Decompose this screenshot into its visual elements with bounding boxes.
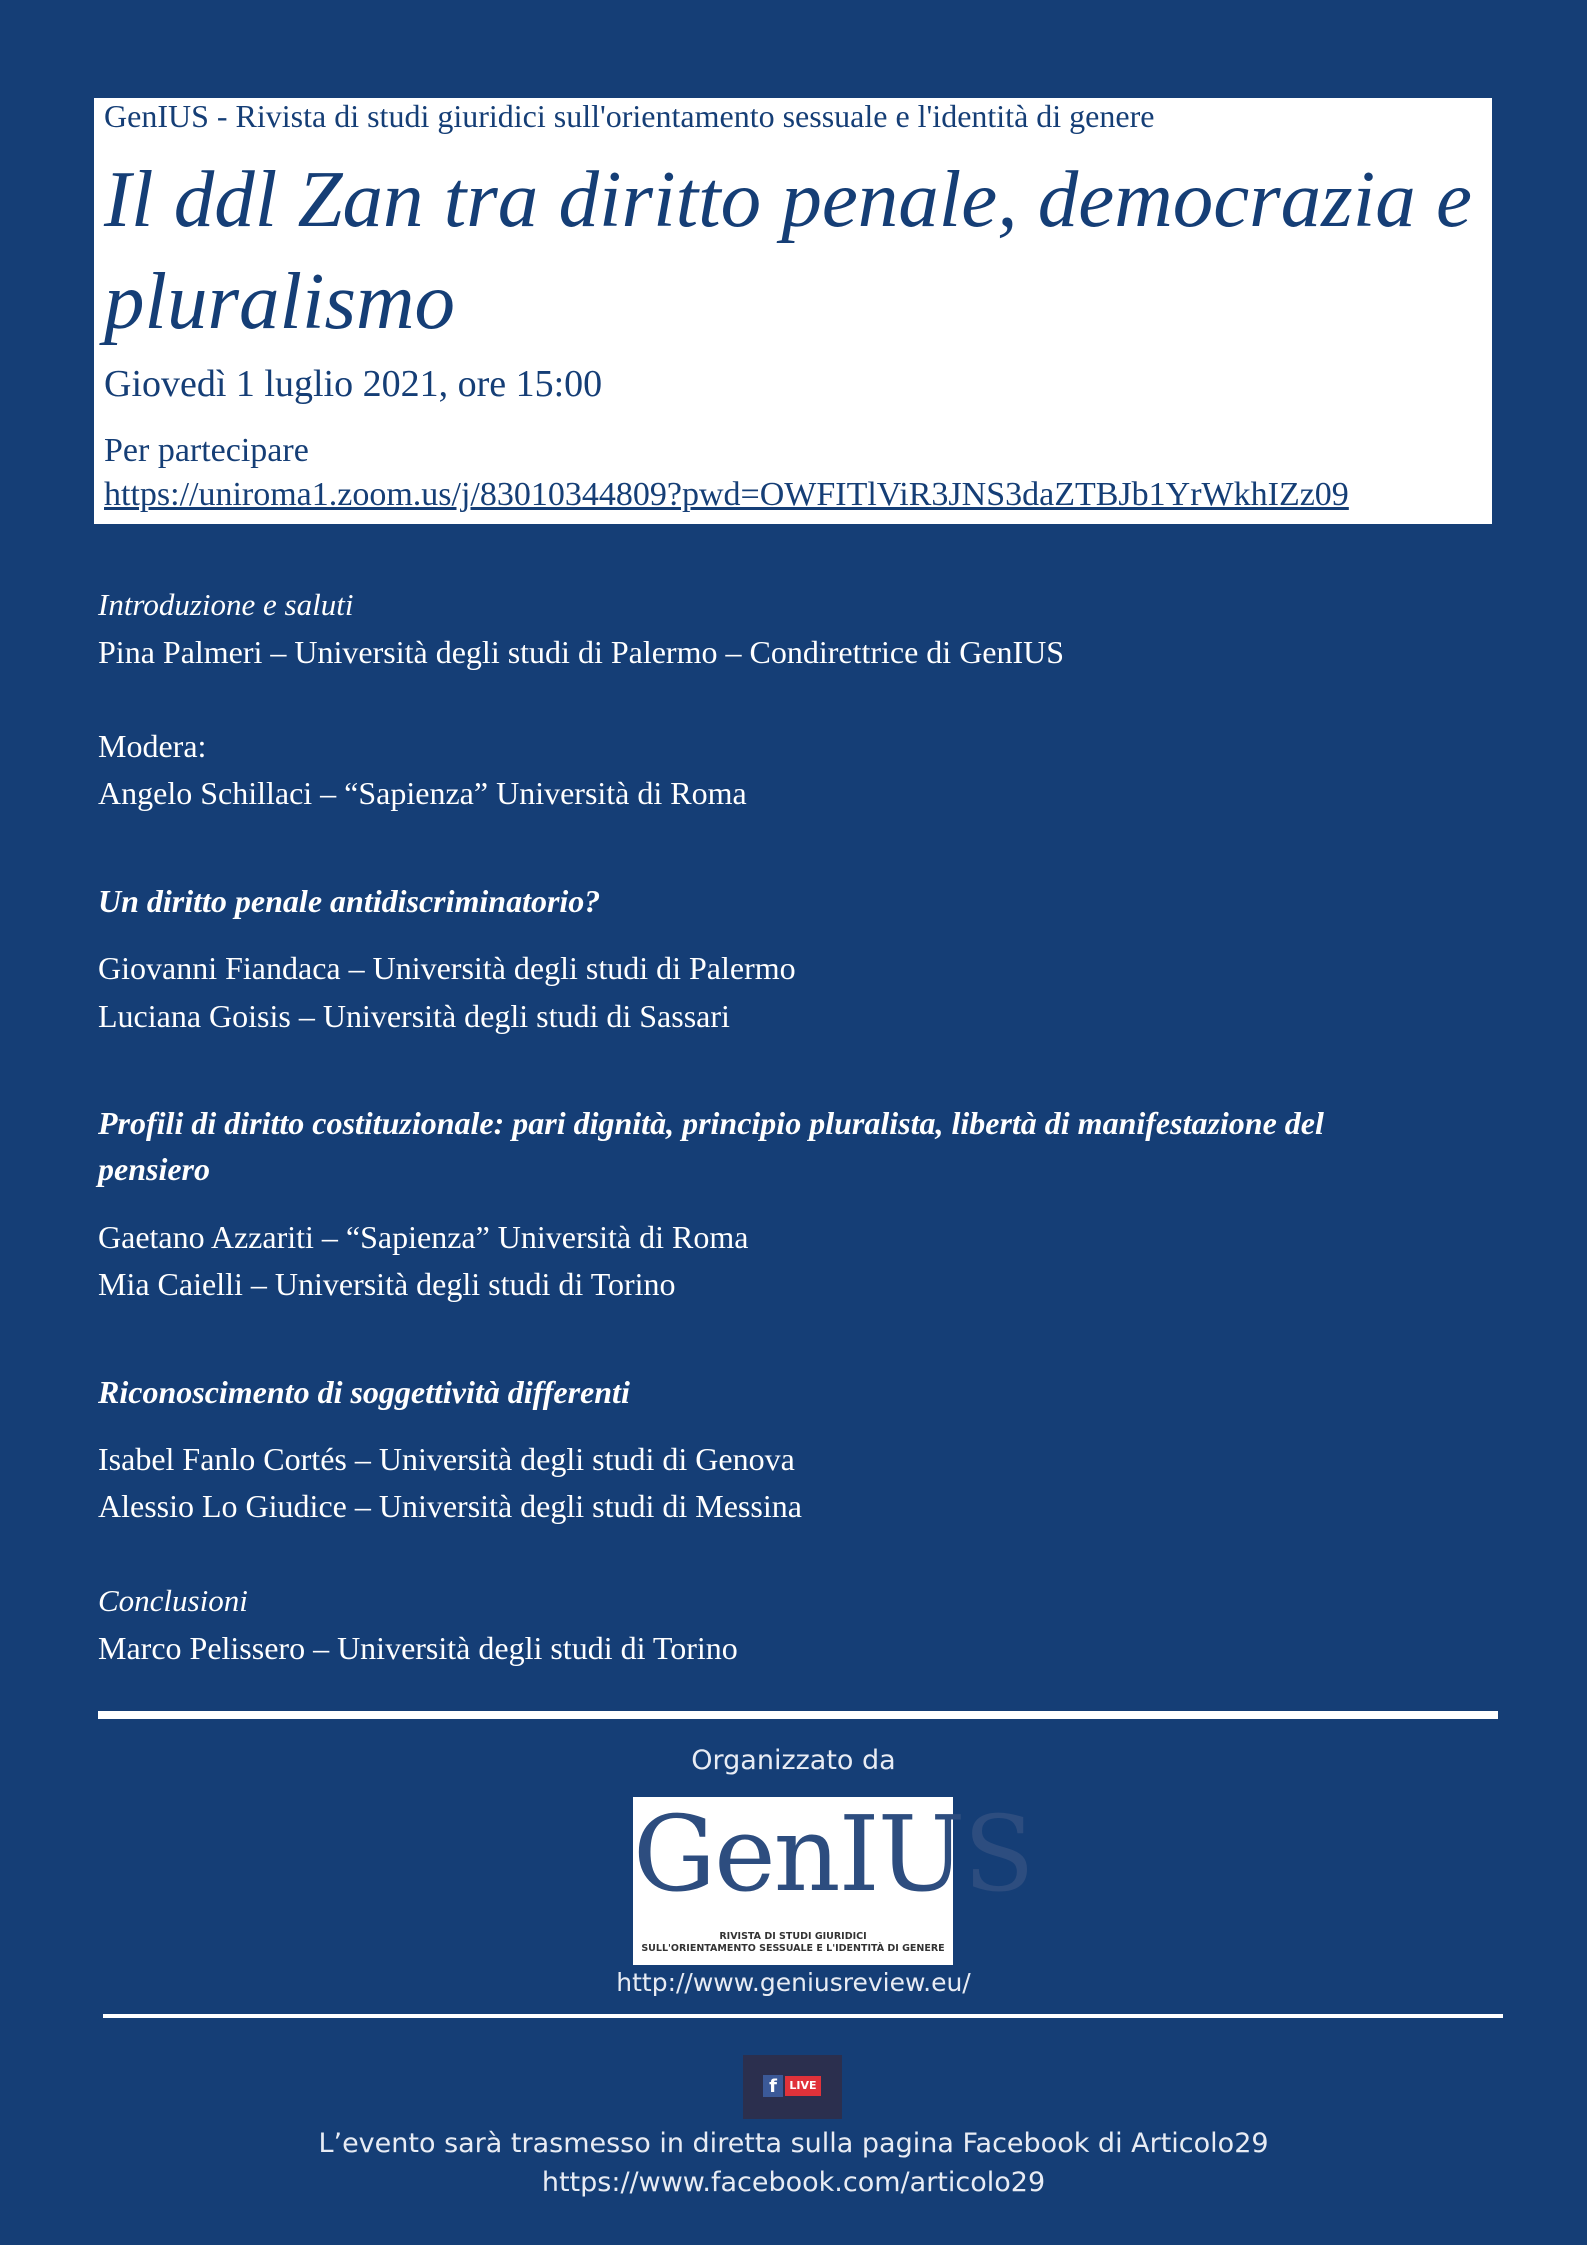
session2-title-line2: pensiero xyxy=(98,1151,210,1187)
zoom-link[interactable]: https://uniroma1.zoom.us/j/83010344809?pwd=OWFITlViR3JNS3daZTBJb1YrWkhIZz09 xyxy=(104,476,1349,513)
genius-site-link[interactable]: http://www.geniusreview.eu/ xyxy=(616,1968,971,1997)
session2-speaker-1: Gaetano Azzariti – “Sapienza” Università di Roma xyxy=(98,1219,749,1255)
session1-speaker-1: Giovanni Fiandaca – Università degli studi di Palermo xyxy=(98,950,796,986)
event-date: Giovedì 1 luglio 2021, ore 15:00 xyxy=(104,363,603,405)
organizer-label: Organizzato da xyxy=(691,1745,896,1776)
moderator-label: Modera: xyxy=(98,728,207,764)
facebook-icon: f xyxy=(763,2075,783,2097)
session2-speaker-2: Mia Caielli – Università degli studi di Torino xyxy=(98,1266,676,1302)
event-title: Il ddl Zan tra diritto penale, democrazia e pluralismo xyxy=(104,154,1472,346)
logo-subtitle xyxy=(633,1931,953,1955)
facebook-page-link[interactable]: https://www.facebook.com/articolo29 xyxy=(541,2167,1046,2198)
genius-logo xyxy=(633,1793,1033,1965)
intro-speaker: Pina Palmeri – Università degli studi di Palermo – Condirettrice di GenIUS xyxy=(98,634,1065,670)
logo-subtitle-line1: RIVISTA DI STUDI GIURIDICI xyxy=(719,1931,867,1942)
join-label: Per partecipare xyxy=(104,432,309,469)
header-box xyxy=(94,98,1492,524)
stream-notice: L’evento sarà trasmesso in diretta sulla pagina Facebook di Articolo29 xyxy=(318,2128,1269,2159)
live-badge: LIVE xyxy=(785,2076,821,2096)
journal-name: GenIUS - Rivista di studi giuridici sull'orientamento sessuale e l'identità di genere xyxy=(104,98,1155,134)
facebook-live-badge xyxy=(743,2055,842,2119)
session2-title-line1: Profili di diritto costituzionale: pari dignità, principio pluralista, libertà di manifestazione del xyxy=(98,1105,1324,1141)
intro-title: Introduzione e saluti xyxy=(98,587,354,622)
session3-speaker-2: Alessio Lo Giudice – Università degli studi di Messina xyxy=(98,1488,802,1524)
session3-title: Riconoscimento di soggettività differenti xyxy=(98,1374,630,1410)
divider-top xyxy=(98,1711,1498,1719)
session3-speaker-1: Isabel Fanlo Cortés – Università degli studi di Genova xyxy=(98,1441,795,1477)
conclusions-title: Conclusioni xyxy=(98,1583,248,1618)
conclusions-speaker: Marco Pelissero – Università degli studi di Torino xyxy=(98,1630,738,1666)
logo-wordmark: GenIUS xyxy=(633,1793,1033,1915)
session1-speaker-2: Luciana Goisis – Università degli studi di Sassari xyxy=(98,998,730,1034)
session1-title: Un diritto penale antidiscriminatorio? xyxy=(98,883,601,919)
divider-bottom xyxy=(103,2014,1503,2018)
logo-subtitle-line2: SULL'ORIENTAMENTO SESSUALE E L'IDENTITÀ DI GENERE xyxy=(641,1943,945,1954)
moderator-speaker: Angelo Schillaci – “Sapienza” Università di Roma xyxy=(98,775,747,811)
